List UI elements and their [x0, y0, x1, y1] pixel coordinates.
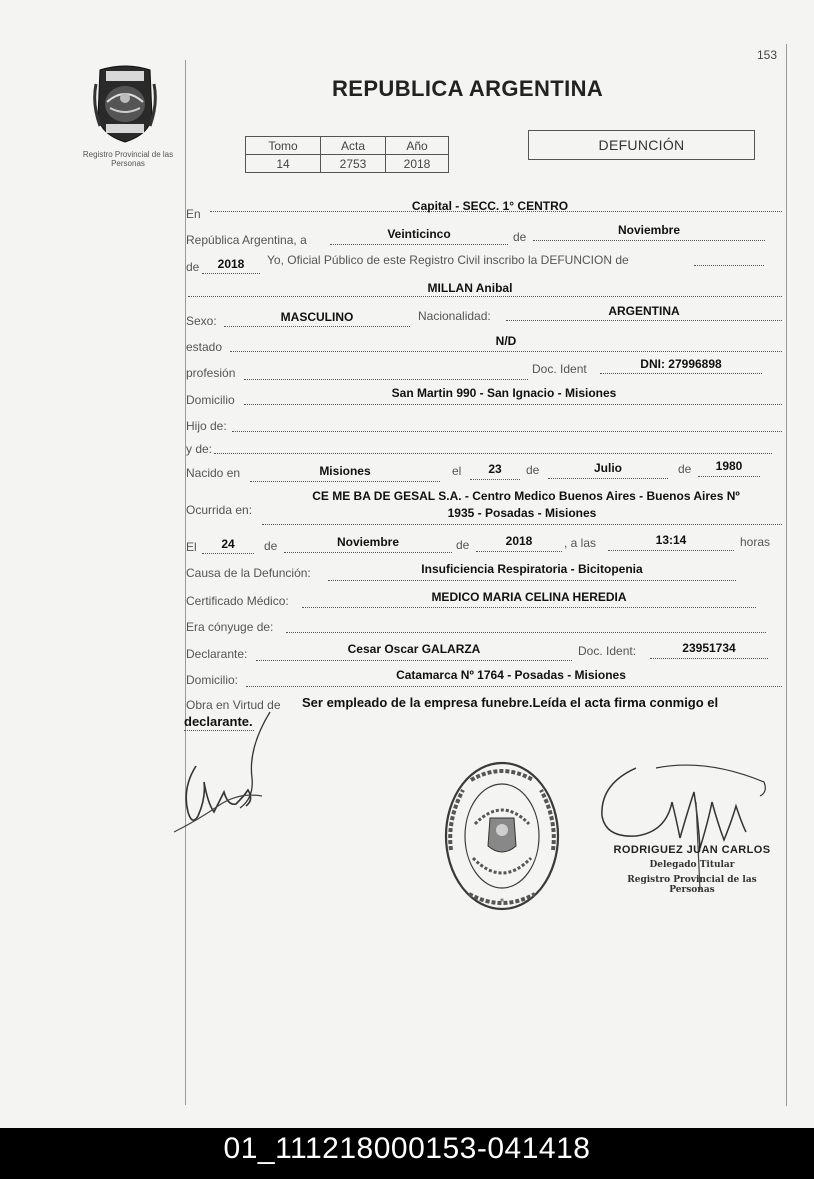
sexo-line — [224, 326, 410, 327]
defuncion-horas-label: horas — [740, 535, 771, 549]
defuncion-el-label: El — [186, 540, 197, 554]
y-de-label: y de: — [186, 442, 213, 456]
profesion-label: profesión — [186, 366, 236, 380]
estado-label: estado — [186, 340, 223, 354]
nacido-mes-value: Julio — [593, 461, 622, 475]
defuncion-hora-value: 13:14 — [655, 533, 687, 547]
nacido-dia-value: 23 — [488, 462, 502, 476]
sexo-value: MASCULINO — [280, 310, 354, 324]
defuncion-dia-value: 24 — [221, 537, 235, 551]
acta-header: Acta — [321, 137, 386, 155]
domicilio-declarante-line — [246, 686, 782, 687]
estado-value: N/D — [495, 334, 517, 348]
document-title: REPUBLICA ARGENTINA — [332, 76, 604, 101]
obra-value-line1: Ser empleado de la empresa funebre.Leída el acta firma conmigo el — [302, 695, 719, 710]
estado-line — [230, 351, 782, 352]
record-type-box: DEFUNCIÓN — [528, 130, 755, 160]
official-organization: Registro Provincial de las Personas — [627, 875, 757, 895]
nacido-de-label: de — [526, 463, 540, 477]
fecha-dia-value: Veinticinco — [387, 227, 451, 241]
nacido-anio-line — [698, 476, 760, 477]
deceased-name: MILLAN Anibal — [427, 281, 513, 295]
defuncion-mes-line — [284, 552, 452, 553]
obra-value-line2: declarante. — [184, 714, 253, 729]
doc-value: DNI: 27996898 — [640, 357, 722, 371]
doc-line — [600, 373, 762, 374]
record-table — [245, 136, 449, 173]
conyuge-label: Era cónyuge de: — [186, 620, 274, 634]
defuncion-anio-line — [476, 551, 562, 552]
conyuge-line — [286, 632, 766, 633]
profesion-line — [244, 379, 528, 380]
acta-value: 2753 — [321, 155, 386, 173]
causa-line — [328, 580, 736, 581]
declarante-value: Cesar Oscar GALARZA — [347, 642, 481, 656]
tomo-value: 14 — [246, 155, 321, 173]
ocurrida-line — [262, 524, 782, 525]
certificado-label: Certificado Médico: — [186, 594, 289, 608]
domicilio-label: Domicilio — [186, 393, 235, 407]
domicilio-declarante-value: Catamarca Nº 1764 - Posadas - Misiones — [396, 668, 626, 682]
en-label: En — [186, 207, 201, 221]
name-line — [188, 296, 782, 297]
causa-value: Insuficiencia Respiratoria - Bicitopenia — [421, 562, 643, 576]
ocurrida-line2: 1935 - Posadas - Misiones — [447, 506, 597, 520]
svg-text:*: * — [500, 897, 504, 906]
official-name: RODRIGUEZ JUAN CARLOS — [613, 844, 771, 856]
footer-barcode-text: 01_111218000153-041418 — [223, 1132, 591, 1165]
inscripcion-line — [694, 265, 764, 266]
official-signature — [596, 762, 772, 892]
nacido-el-label: el — [452, 464, 462, 478]
hijo-de-line — [232, 431, 782, 432]
declarante-line — [256, 660, 572, 661]
fecha-de-label: de — [513, 230, 527, 244]
defuncion-hora-line — [608, 550, 734, 551]
inscripcion-text: Yo, Oficial Público de este Registro Civil inscribo la DEFUNCION de — [267, 253, 629, 267]
nacido-dia-line — [470, 479, 520, 480]
declarant-signature — [168, 708, 278, 838]
right-margin-line — [786, 44, 787, 1106]
defuncion-alas-label: , a las — [564, 536, 597, 550]
causa-label: Causa de la Defunción: — [186, 566, 311, 580]
republica-label: República Argentina, a — [186, 233, 307, 247]
official-role: Delegado Titular — [649, 860, 735, 870]
doc-label: Doc. Ident — [532, 362, 587, 376]
fecha-mes-value: Noviembre — [617, 223, 681, 237]
defuncion-de2-label: de — [456, 538, 470, 552]
nacido-mes-line — [548, 478, 668, 479]
fecha-anio-value: 2018 — [217, 257, 245, 271]
ocurrida-line1: CE ME BA DE GESAL S.A. - Centro Medico Buenos Aires - Buenos Aires Nº — [312, 489, 740, 503]
anio-header: Año — [386, 137, 449, 155]
y-de-line — [214, 453, 772, 454]
defuncion-de-label: de — [264, 539, 278, 553]
sexo-label: Sexo: — [186, 314, 217, 328]
domicilio-declarante-label: Domicilio: — [186, 673, 239, 687]
registry-caption: Registro Provincial de las Personas — [82, 150, 174, 168]
fecha-mes-line — [533, 240, 765, 241]
declarante-doc-line — [650, 658, 768, 659]
domicilio-line — [244, 404, 782, 405]
certificado-value: MEDICO MARIA CELINA HEREDIA — [431, 590, 627, 604]
nacido-lugar-line — [250, 481, 440, 482]
fecha-dia-line — [330, 244, 508, 245]
nacionalidad-value: ARGENTINA — [608, 304, 680, 318]
province-coat-of-arms-logo — [92, 64, 158, 144]
domicilio-value: San Martin 990 - San Ignacio - Misiones — [391, 386, 617, 400]
delegation-seal-stamp — [443, 760, 561, 912]
en-value: Capital - SECC. 1° CENTRO — [411, 199, 569, 213]
defuncion-dia-line — [202, 553, 254, 554]
nacido-lugar-value: Misiones — [319, 464, 371, 478]
page-number: 153 — [757, 48, 778, 62]
hijo-de-label: Hijo de: — [186, 419, 227, 433]
fecha-anio-line — [202, 273, 260, 274]
anio-value: 2018 — [386, 155, 449, 173]
defuncion-anio-value: 2018 — [505, 534, 533, 548]
declarante-doc-label: Doc. Ident: — [578, 644, 637, 658]
ocurrida-label: Ocurrida en: — [186, 503, 253, 517]
fecha-de2-label: de — [186, 260, 200, 274]
nacionalidad-line — [506, 320, 782, 321]
declarante-doc-value: 23951734 — [682, 641, 736, 655]
nacido-label: Nacido en — [186, 466, 241, 480]
nacionalidad-label: Nacionalidad: — [418, 309, 491, 323]
nacido-de2-label: de — [678, 462, 692, 476]
nacido-anio-value: 1980 — [715, 459, 743, 473]
declarante-label: Declarante: — [186, 647, 248, 661]
defuncion-mes-value: Noviembre — [336, 535, 400, 549]
obra-label: Obra en Virtud de — [186, 698, 281, 712]
tomo-header: Tomo — [246, 137, 321, 155]
certificado-line — [302, 607, 756, 608]
